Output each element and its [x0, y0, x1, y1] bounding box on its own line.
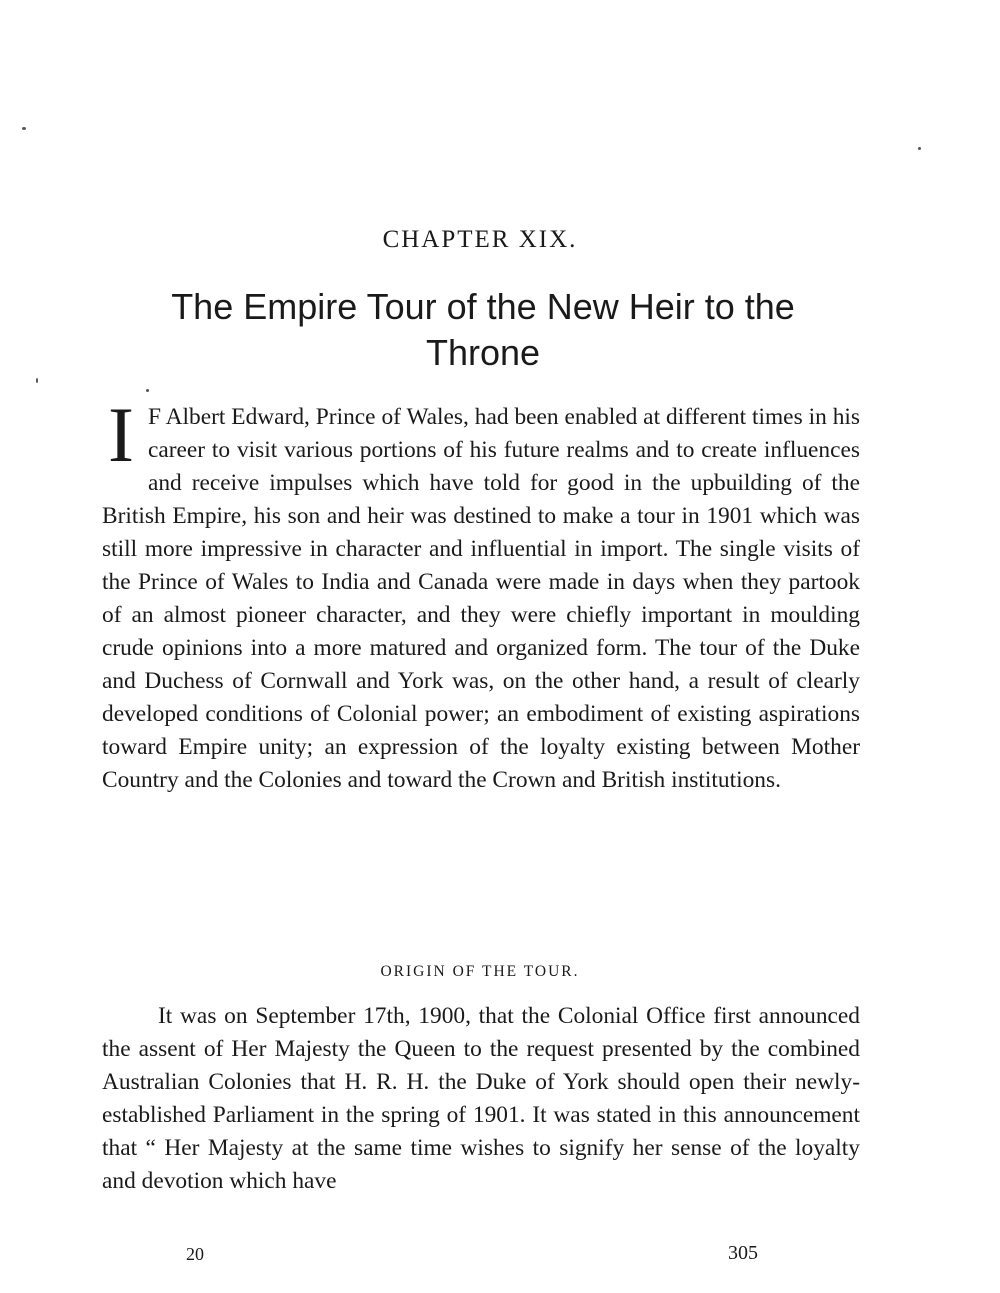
opening-paragraph — [102, 391, 860, 797]
opening-paragraph-text: F Albert Edward, Prince of Wales, had been enabled at different times in his career to visit various portions of his future realms and to create influences and receive impulses which have told for good in the upbuilding of the British Empire, his son and heir was destined to make a tour in 1901 which was still more impressive in character and influential in import. The single visits of the Prince of Wales to India and Canada were made in days when they partook of an almost pioneer character, and they were chiefly important in moulding crude opinions into a more matured and organized form. The tour of the Duke and Duchess of Cornwall and York was, on the other hand, a result of clearly developed conditions of Colonial power; an embodiment of existing aspirations toward Empire unity; an expression of the loyalty existing between Mother Country and the Colonies and toward the Crown and British institutions. — [102, 404, 860, 793]
second-paragraph: It was on September 17th, 1900, that the Colonial Office first announced the assent of Her Majesty the Queen to the request presented by the combined Australian Colonies that H. R. H. the Duke of York should open their newly-established Parliament in the spring of 1901. It was stated in this announcement that “ Her Majesty at the same time wishes to signify her sense of the loyalty and devotion which have — [102, 1003, 860, 1194]
chapter-label: CHAPTER XIX. — [382, 226, 578, 253]
signature-mark: 20 — [186, 1244, 204, 1264]
print-speck — [146, 389, 149, 392]
print-speck — [22, 127, 26, 130]
print-speck — [36, 378, 38, 383]
section-subheading: ORIGIN OF THE TOUR. — [380, 963, 580, 980]
print-speck — [918, 147, 921, 150]
page-number: 305 — [728, 1242, 758, 1264]
drop-cap: I — [108, 391, 134, 478]
chapter-title: The Empire Tour of the New Heir to the Throne — [171, 286, 795, 373]
